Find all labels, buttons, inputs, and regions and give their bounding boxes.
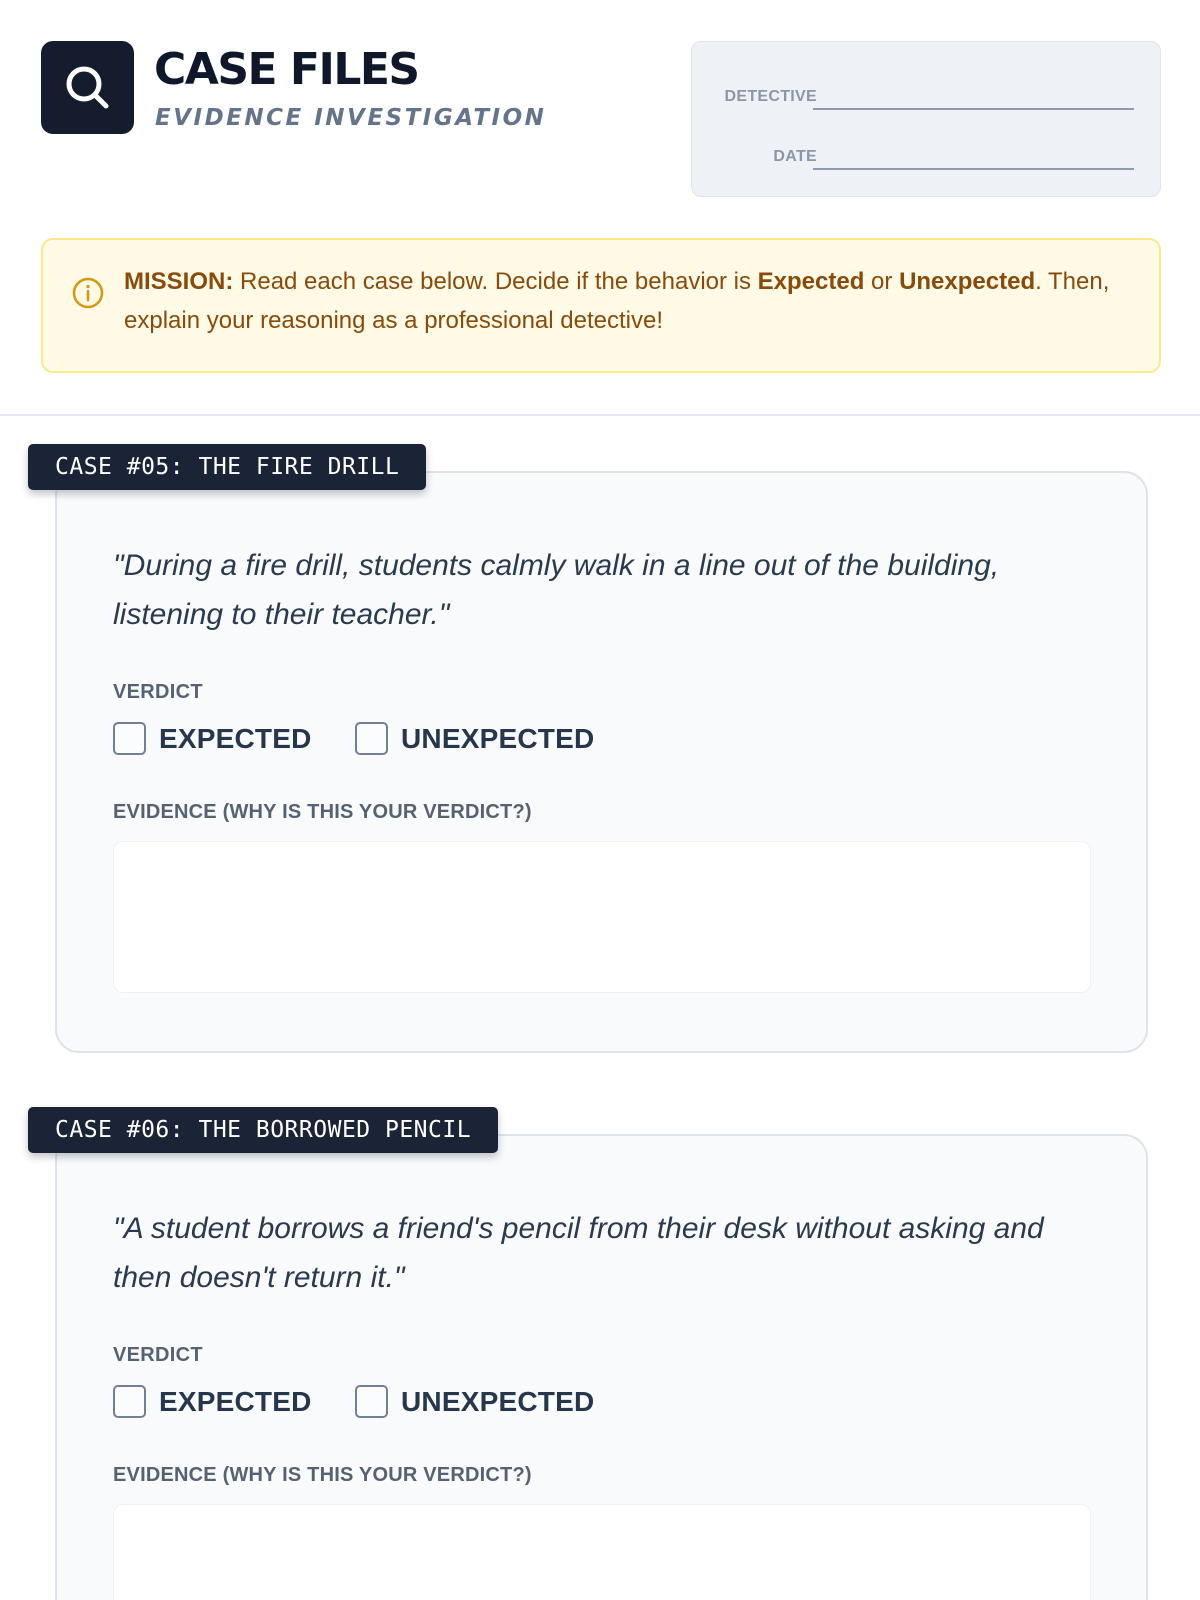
verdict-label: VERDICT bbox=[113, 1344, 203, 1366]
expected-option[interactable] bbox=[113, 722, 312, 755]
mission-expected: Expected bbox=[757, 268, 865, 295]
unexpected-label: UNEXPECTED bbox=[401, 722, 595, 754]
expected-label: EXPECTED bbox=[159, 1385, 312, 1417]
date-label: DATE bbox=[773, 148, 817, 165]
unexpected-label: UNEXPECTED bbox=[401, 1385, 595, 1417]
mission-lead: MISSION: bbox=[124, 268, 234, 295]
unexpected-option[interactable] bbox=[355, 1385, 594, 1418]
detective-info-panel bbox=[691, 41, 1161, 197]
case-quote: "During a fire drill, students calmly walk in a line out of the building, listening to their teacher." bbox=[113, 549, 1000, 631]
search-icon bbox=[41, 41, 134, 134]
case-tab: CASE #06: THE BORROWED PENCIL bbox=[28, 1107, 498, 1153]
mission-text-1: Read each case below. Decide if the behavior is bbox=[233, 268, 758, 295]
evidence-label: EVIDENCE (WHY IS THIS YOUR VERDICT?) bbox=[113, 801, 532, 823]
page-title: CASE FILES bbox=[154, 44, 419, 95]
date-field[interactable] bbox=[692, 138, 1162, 178]
expected-checkbox[interactable] bbox=[113, 722, 146, 755]
evidence-textarea[interactable] bbox=[113, 841, 1091, 993]
mission-banner bbox=[41, 238, 1161, 373]
mission-text bbox=[124, 262, 1134, 340]
expected-checkbox[interactable] bbox=[113, 1385, 146, 1418]
evidence-label: EVIDENCE (WHY IS THIS YOUR VERDICT?) bbox=[113, 1464, 532, 1486]
case-quote: "A student borrows a friend's pencil from their desk without asking and then doesn't return it." bbox=[113, 1212, 1044, 1294]
date-input[interactable] bbox=[813, 168, 1134, 170]
section-divider bbox=[0, 414, 1200, 416]
unexpected-checkbox[interactable] bbox=[355, 722, 388, 755]
evidence-textarea[interactable] bbox=[113, 1504, 1091, 1600]
mission-text-2: or bbox=[864, 268, 900, 295]
unexpected-option[interactable] bbox=[355, 722, 594, 755]
expected-option[interactable] bbox=[113, 1385, 312, 1418]
unexpected-checkbox[interactable] bbox=[355, 1385, 388, 1418]
mission-text-3: . Then, explain your reasoning as a professional detective! bbox=[124, 268, 1110, 334]
page-subtitle: EVIDENCE INVESTIGATION bbox=[155, 105, 547, 131]
expected-label: EXPECTED bbox=[159, 722, 312, 754]
detective-input[interactable] bbox=[813, 108, 1134, 110]
info-icon bbox=[71, 276, 105, 310]
case-tab: CASE #05: THE FIRE DRILL bbox=[28, 444, 426, 490]
detective-field[interactable] bbox=[692, 78, 1162, 118]
detective-label: DETECTIVE bbox=[724, 88, 817, 105]
case-card bbox=[55, 471, 1148, 1053]
mission-unexpected: Unexpected bbox=[899, 268, 1036, 295]
case-card bbox=[55, 1134, 1148, 1600]
verdict-label: VERDICT bbox=[113, 681, 203, 703]
page-header bbox=[0, 0, 1200, 220]
